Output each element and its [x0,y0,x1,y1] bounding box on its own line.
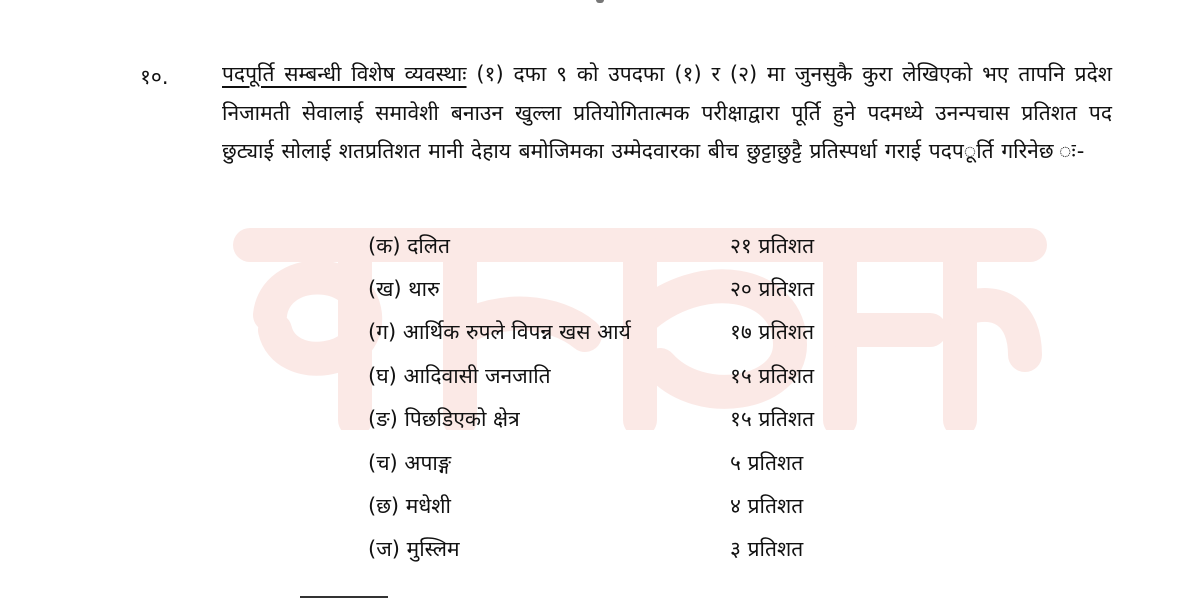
section-body-text: (१) दफा ९ को उपदफा (१) र (२) मा जुनसुकै कुरा लेखिएको भए तापनि प्रदेश निजामती सेवालाई समावेशी बनाउन खुल्ला प्रतियोगितात्मक परीक्षाद्वारा पूर्ति हुने पदमध्ये उनन्पचास प्रतिशत पद छुट्याई सोलाई शतप्रतिशत मानी देहाय बमोजिमका उम्मेदवारका बीच छुट्टाछुट्टै प्रतिस्पर्धा गराई पदप◌ूर्ति गरिनेछ ः- [222,62,1112,163]
allocation-category: (घ) आदिवासी जनजाति [368,363,551,388]
allocation-category: (ङ) पिछडिएको क्षेत्र [368,407,520,432]
allocation-row-khas-arya [368,311,888,354]
allocation-percent: २० प्रतिशत [730,277,815,302]
allocation-percent: २१ प्रतिशत [730,233,815,258]
allocation-percent: ५ प्रतिशत [730,450,804,475]
allocation-row-tharu [368,267,888,310]
allocation-category: (ख) थारु [368,277,440,302]
allocation-percent: १५ प्रतिशत [730,363,815,388]
allocation-category: (क) दलित [368,233,450,258]
allocation-category: (ज) मुस्लिम [368,537,460,562]
section-paragraph [222,55,1112,171]
allocation-row-adivasi-janajati [368,354,888,397]
allocation-row-disabled [368,441,888,484]
allocation-percent: १५ प्रतिशत [730,407,815,432]
allocation-category: (छ) मधेशी [368,494,451,519]
allocation-row-dalit [368,224,888,267]
allocation-category: (च) अपाङ्ग [368,450,452,475]
allocation-percent: ४ प्रतिशत [730,494,804,519]
allocation-list [368,224,888,571]
allocation-row-backward-region [368,398,888,441]
section-number: १०. [140,65,169,89]
bottom-footnote-rule [300,596,388,598]
section-heading: पदपूर्ति सम्बन्धी विशेष व्यवस्थाः [222,62,467,86]
allocation-row-muslim [368,528,888,571]
allocation-percent: ३ प्रतिशत [730,537,804,562]
allocation-category: (ग) आर्थिक रुपले विपन्न खस आर्य [368,320,631,345]
allocation-row-madhesi [368,484,888,527]
top-edge-mark [596,0,604,3]
allocation-percent: १७ प्रतिशत [730,320,815,345]
